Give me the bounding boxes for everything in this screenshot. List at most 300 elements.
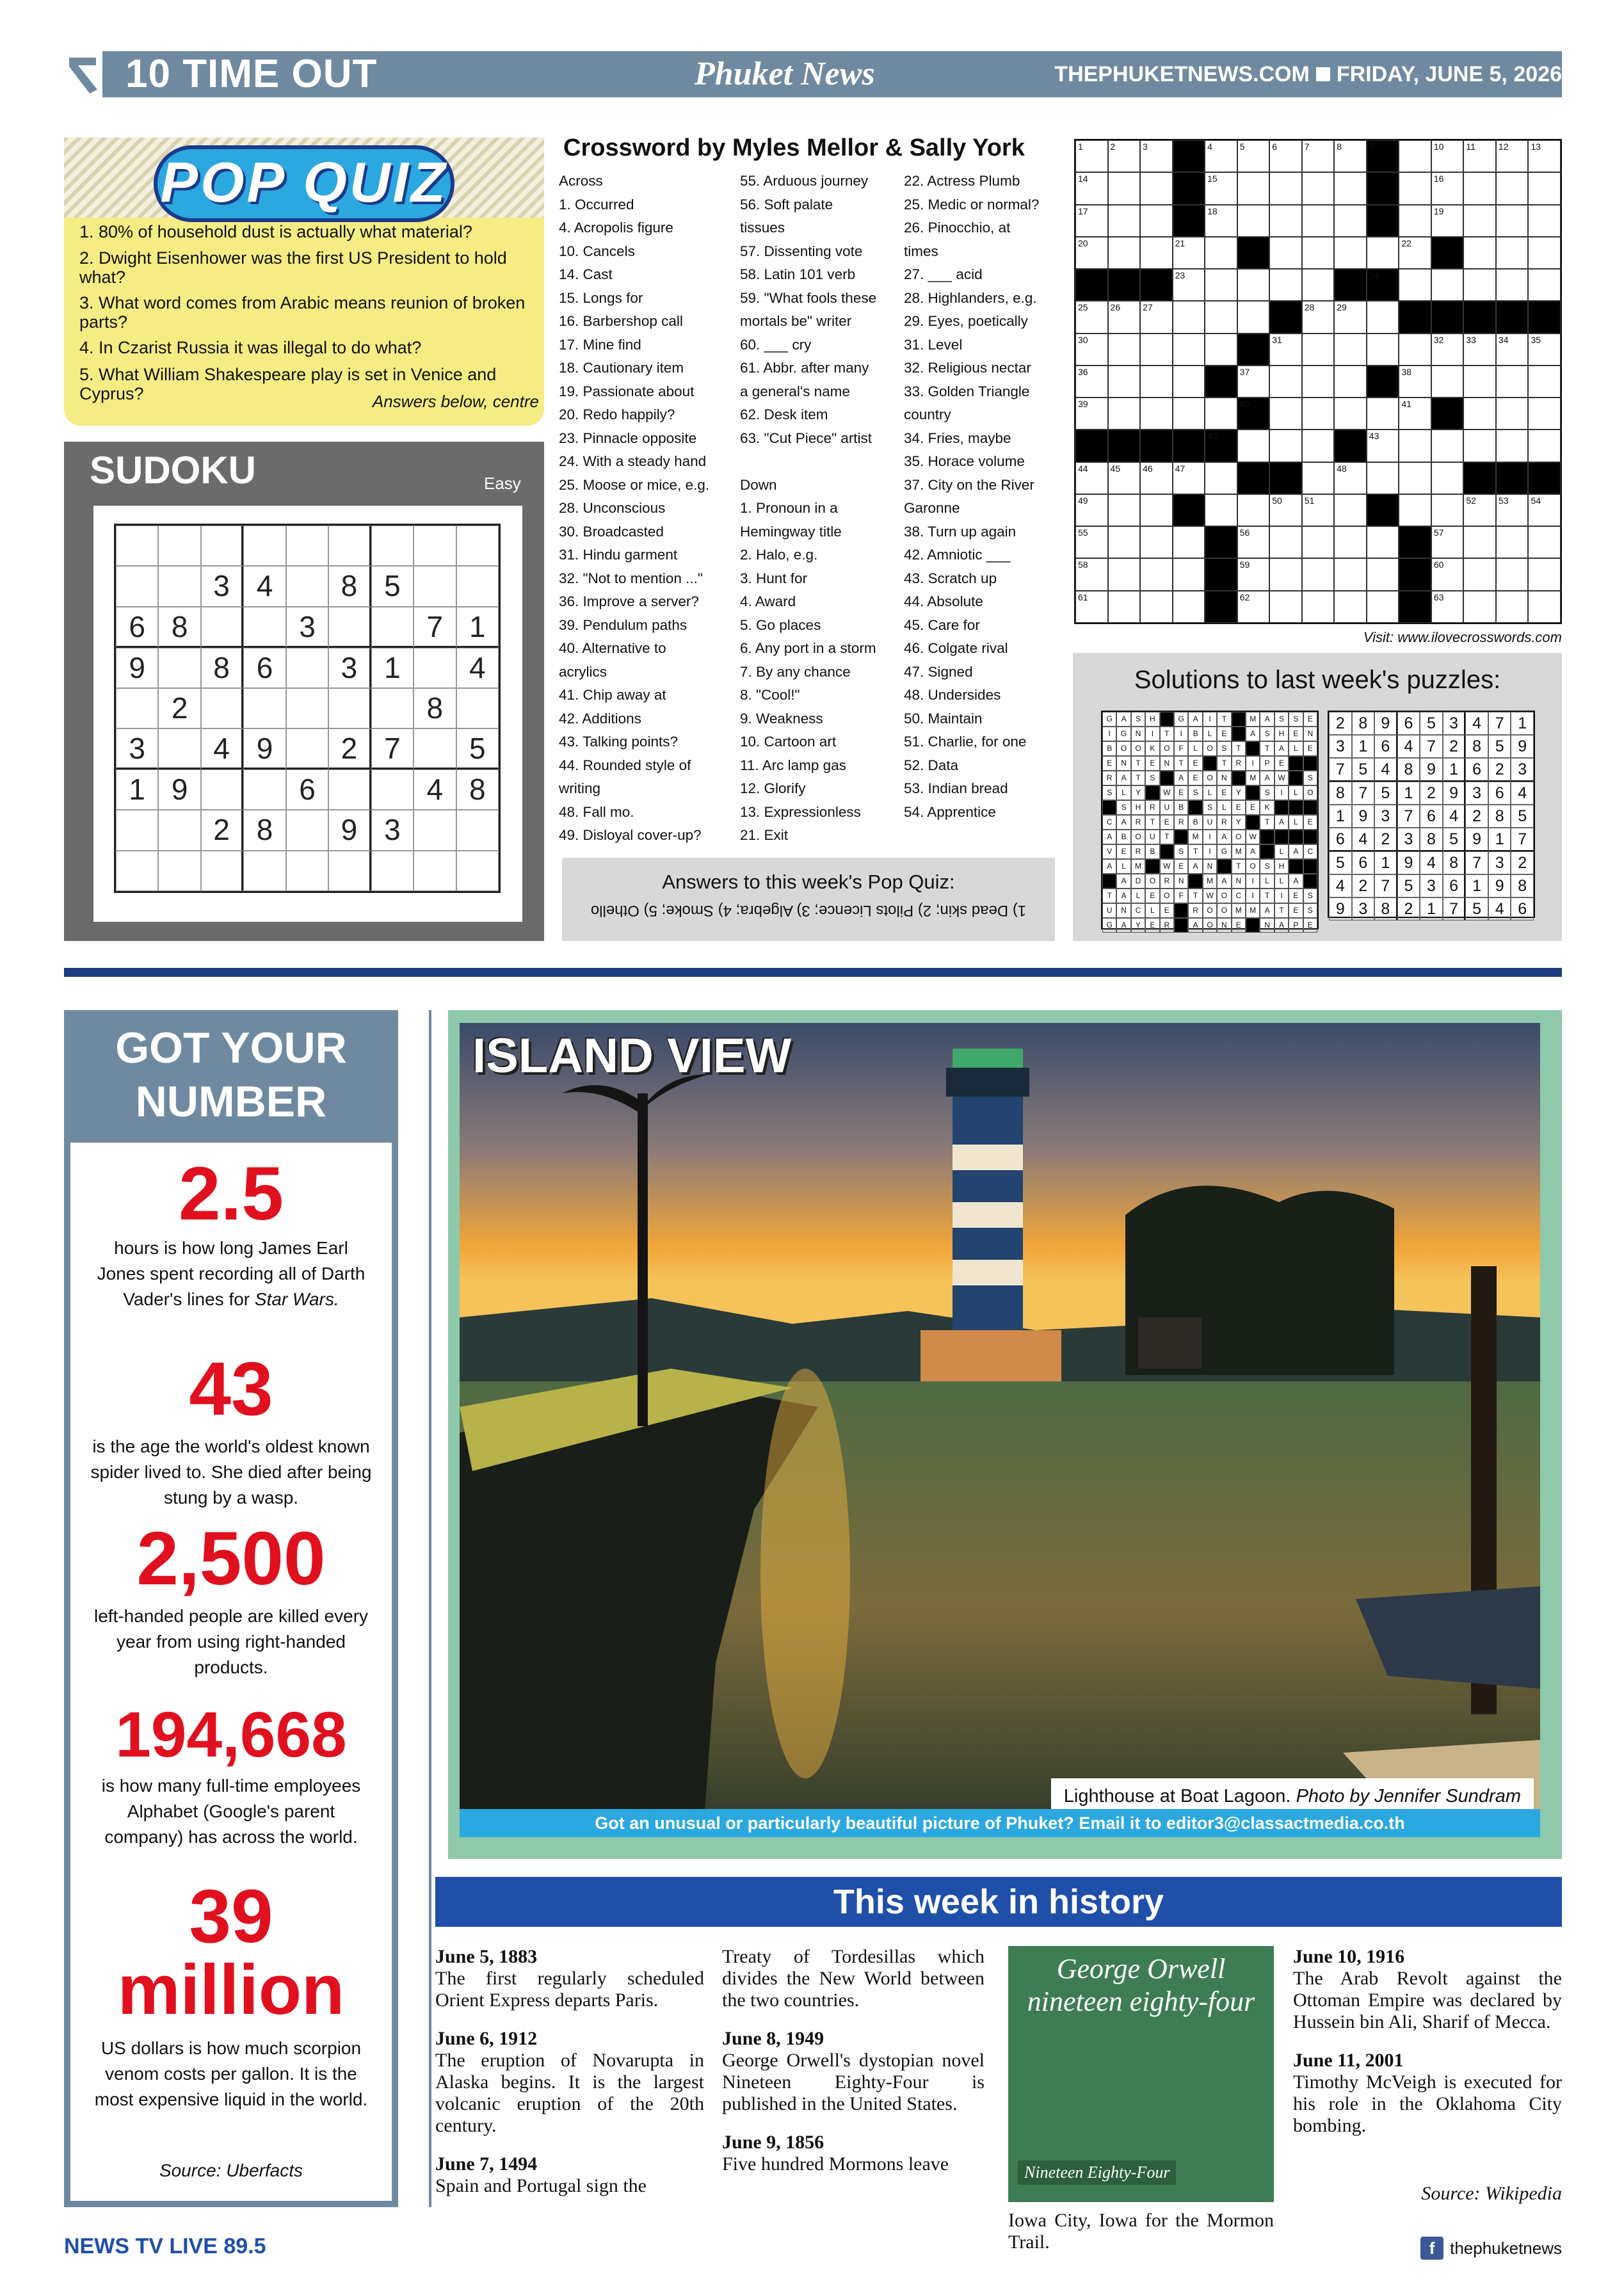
crossword-cell[interactable] xyxy=(1334,430,1367,462)
crossword-cell[interactable] xyxy=(1108,526,1141,558)
crossword-cell[interactable] xyxy=(1496,301,1529,333)
crossword-cell[interactable] xyxy=(1399,366,1431,398)
crossword-cell[interactable] xyxy=(1237,140,1270,172)
solution-cell: S xyxy=(1188,785,1202,800)
crossword-cell[interactable] xyxy=(1334,526,1367,558)
crossword-cell[interactable] xyxy=(1302,140,1335,172)
crossword-cell[interactable] xyxy=(1367,430,1399,462)
crossword-cell[interactable] xyxy=(1205,366,1237,398)
crossword-cell[interactable] xyxy=(1431,430,1464,462)
crossword-cell[interactable] xyxy=(1302,301,1335,333)
crossword-cell[interactable] xyxy=(1302,398,1335,430)
crossword-cell[interactable] xyxy=(1431,269,1464,301)
crossword-cell[interactable] xyxy=(1399,462,1431,494)
solution-cell: B xyxy=(1102,741,1116,756)
solution-cell: I xyxy=(1274,889,1289,903)
crossword-cell[interactable] xyxy=(1334,591,1367,623)
crossword-cell[interactable] xyxy=(1108,301,1141,333)
crossword-cell[interactable] xyxy=(1173,205,1205,237)
crossword-cell[interactable] xyxy=(1528,494,1561,526)
clue-number: 5 xyxy=(1239,141,1245,152)
crossword-cell[interactable] xyxy=(1367,237,1399,269)
sudoku-cell xyxy=(116,566,158,606)
crossword-cell[interactable] xyxy=(1140,430,1173,462)
solution-cell: S xyxy=(1303,771,1317,785)
crossword-cell[interactable] xyxy=(1334,558,1367,590)
solution-cell: 7 xyxy=(1443,897,1466,921)
crossword-cell[interactable] xyxy=(1431,494,1464,526)
clue-column-3 xyxy=(904,170,1039,824)
solution-cell: O xyxy=(1116,741,1130,756)
crossword-cell[interactable] xyxy=(1205,430,1237,462)
crossword-cell[interactable] xyxy=(1237,398,1270,430)
crossword-cell[interactable] xyxy=(1302,462,1335,494)
crossword-cell[interactable] xyxy=(1205,140,1237,172)
crossword-cell[interactable] xyxy=(1399,494,1431,526)
crossword-grid xyxy=(1074,139,1562,624)
crossword-cell[interactable] xyxy=(1463,398,1496,430)
got-your-number-title xyxy=(64,1021,398,1129)
crossword-cell[interactable] xyxy=(1431,205,1464,237)
crossword-cell[interactable] xyxy=(1173,140,1205,172)
crossword-cell[interactable] xyxy=(1528,526,1561,558)
crossword-cell[interactable] xyxy=(1334,494,1367,526)
crossword-cell[interactable] xyxy=(1528,205,1561,237)
crossword-cell[interactable] xyxy=(1237,526,1270,558)
crossword-cell[interactable] xyxy=(1431,301,1464,333)
clue-number: 10 xyxy=(1433,141,1444,152)
crossword-cell[interactable] xyxy=(1302,494,1335,526)
solution-cell: L xyxy=(1203,727,1217,741)
crossword-cell[interactable] xyxy=(1075,558,1108,590)
crossword-cell[interactable] xyxy=(1108,172,1141,204)
solution-cell: 8 xyxy=(1488,805,1511,828)
crossword-cell[interactable] xyxy=(1302,558,1335,590)
crossword-cell[interactable] xyxy=(1399,301,1431,333)
crossword-cell[interactable] xyxy=(1399,140,1431,172)
crossword-cell[interactable] xyxy=(1463,269,1496,301)
crossword-cell[interactable] xyxy=(1108,237,1141,269)
crossword-cell[interactable] xyxy=(1431,334,1464,366)
crossword-cell[interactable] xyxy=(1237,462,1270,494)
crossword-cell[interactable] xyxy=(1302,591,1335,623)
crossword-cell[interactable] xyxy=(1269,494,1302,526)
crossword-cell[interactable] xyxy=(1463,558,1496,590)
section-corner-icon xyxy=(64,51,106,97)
solution-cell: A xyxy=(1174,771,1188,785)
crossword-cell[interactable] xyxy=(1431,591,1464,623)
crossword-cell[interactable] xyxy=(1140,334,1173,366)
crossword-cell[interactable] xyxy=(1496,366,1529,398)
crossword-cell[interactable] xyxy=(1528,398,1561,430)
crossword-cell[interactable] xyxy=(1205,205,1237,237)
facebook-handle[interactable]: thephuketnews xyxy=(1450,2238,1562,2258)
crossword-cell[interactable] xyxy=(1496,237,1529,269)
crossword-cell[interactable] xyxy=(1140,205,1173,237)
solution-cell: B xyxy=(1145,844,1159,859)
crossword-cell[interactable] xyxy=(1237,366,1270,398)
crossword-cell[interactable] xyxy=(1205,237,1237,269)
crossword-cell[interactable] xyxy=(1205,558,1237,590)
history-text: Spain and Portugal sign the xyxy=(435,2175,647,2196)
crossword-cell[interactable] xyxy=(1269,237,1302,269)
crossword-cell[interactable] xyxy=(1173,494,1205,526)
crossword-cell[interactable] xyxy=(1496,526,1529,558)
crossword-cell[interactable] xyxy=(1075,398,1108,430)
pop-quiz-answers-title: Answers to this week's Pop Quiz: xyxy=(662,871,955,893)
crossword-cell[interactable] xyxy=(1205,269,1237,301)
crossword-cell[interactable] xyxy=(1302,237,1335,269)
crossword-cell[interactable] xyxy=(1237,237,1270,269)
crossword-cell[interactable] xyxy=(1075,462,1108,494)
crossword-cell[interactable] xyxy=(1463,334,1496,366)
crossword-cell[interactable] xyxy=(1205,398,1237,430)
solution-cell: M xyxy=(1246,903,1260,918)
solution-cell: O xyxy=(1131,830,1145,844)
crossword-cell[interactable] xyxy=(1075,334,1108,366)
crossword-cell[interactable] xyxy=(1140,398,1173,430)
crossword-cell[interactable] xyxy=(1302,205,1335,237)
crossword-cell[interactable] xyxy=(1205,526,1237,558)
crossword-cell[interactable] xyxy=(1496,398,1529,430)
crossword-cell[interactable] xyxy=(1269,591,1302,623)
sudoku-cell xyxy=(158,526,200,566)
crossword-cell[interactable] xyxy=(1431,398,1464,430)
crossword-cell[interactable] xyxy=(1173,334,1205,366)
crossword-cell[interactable] xyxy=(1108,269,1141,301)
crossword-cell[interactable] xyxy=(1140,301,1173,333)
crossword-cell[interactable] xyxy=(1334,301,1367,333)
crossword-cell[interactable] xyxy=(1269,398,1302,430)
crossword-cell[interactable] xyxy=(1496,140,1529,172)
crossword-cell[interactable] xyxy=(1528,301,1561,333)
crossword-cell[interactable] xyxy=(1075,140,1108,172)
crossword-cell[interactable] xyxy=(1237,430,1270,462)
crossword-cell[interactable] xyxy=(1528,430,1561,462)
crossword-cell[interactable] xyxy=(1528,558,1561,590)
crossword-cell[interactable] xyxy=(1463,526,1496,558)
sudoku-cell xyxy=(158,810,200,850)
crossword-cell[interactable] xyxy=(1463,591,1496,623)
crossword-cell[interactable] xyxy=(1075,526,1108,558)
solution-cell: 7 xyxy=(1511,828,1534,851)
page-section-title: 10 TIME OUT xyxy=(125,52,378,96)
clue-line: 35. Horace volume xyxy=(904,453,1025,469)
crossword-cell[interactable] xyxy=(1205,172,1237,204)
crossword-cell[interactable] xyxy=(1399,558,1431,590)
crossword-cell[interactable] xyxy=(1075,430,1108,462)
sudoku-cell: 3 xyxy=(371,810,414,850)
crossword-cell[interactable] xyxy=(1399,172,1431,204)
crossword-cell[interactable] xyxy=(1528,591,1561,623)
crossword-cell[interactable] xyxy=(1140,494,1173,526)
crossword-cell[interactable] xyxy=(1496,172,1529,204)
crossword-cell[interactable] xyxy=(1528,269,1561,301)
crossword-cell[interactable] xyxy=(1108,366,1141,398)
crossword-cell[interactable] xyxy=(1334,398,1367,430)
solution-cell: 4 xyxy=(1374,758,1397,782)
sudoku-cell xyxy=(243,851,285,891)
crossword-cell[interactable] xyxy=(1140,462,1173,494)
crossword-cell[interactable] xyxy=(1496,462,1529,494)
crossword-cell[interactable] xyxy=(1205,494,1237,526)
crossword-cell[interactable] xyxy=(1528,462,1561,494)
island-view-title: ISLAND VIEW xyxy=(472,1029,792,1083)
solution-cell: 8 xyxy=(1352,712,1375,735)
crossword-cell[interactable] xyxy=(1528,140,1561,172)
crossword-cell[interactable] xyxy=(1334,462,1367,494)
crossword-cell[interactable] xyxy=(1463,237,1496,269)
crossword-cell[interactable] xyxy=(1496,430,1529,462)
sudoku-cell: 3 xyxy=(201,566,243,606)
crossword-cell[interactable] xyxy=(1496,269,1529,301)
clue-number: 21 xyxy=(1175,237,1186,248)
clue-number: 24 xyxy=(1369,270,1379,281)
solution-cell: 7 xyxy=(1329,758,1352,782)
crossword-cell[interactable] xyxy=(1237,269,1270,301)
crossword-cell[interactable] xyxy=(1463,462,1496,494)
solution-cell: 9 xyxy=(1443,782,1466,805)
solution-cell: E xyxy=(1188,756,1202,771)
solution-cell: O xyxy=(1203,903,1217,918)
solution-cell: L xyxy=(1188,741,1202,756)
crossword-cell[interactable] xyxy=(1399,430,1431,462)
clue-line: 5. Go places xyxy=(740,616,821,633)
crossword-cell[interactable] xyxy=(1075,591,1108,623)
crossword-cell[interactable] xyxy=(1367,140,1399,172)
crossword-cell[interactable] xyxy=(1173,301,1205,333)
crossword-cell[interactable] xyxy=(1075,301,1108,333)
crossword-cell[interactable] xyxy=(1367,462,1399,494)
crossword-cell[interactable] xyxy=(1269,301,1302,333)
crossword-cell[interactable] xyxy=(1367,205,1399,237)
crossword-cell[interactable] xyxy=(1399,526,1431,558)
crossword-cell[interactable] xyxy=(1367,398,1399,430)
crossword-cell[interactable] xyxy=(1075,366,1108,398)
solution-cell: M xyxy=(1131,859,1145,874)
crossword-cell[interactable] xyxy=(1173,526,1205,558)
crossword-cell[interactable] xyxy=(1269,140,1302,172)
crossword-cell[interactable] xyxy=(1431,172,1464,204)
crossword-cell[interactable] xyxy=(1367,269,1399,301)
crossword-cell[interactable] xyxy=(1367,591,1399,623)
solution-cell: 7 xyxy=(1374,874,1397,897)
crossword-cell[interactable] xyxy=(1269,269,1302,301)
crossword-cell[interactable] xyxy=(1367,494,1399,526)
crossword-cell[interactable] xyxy=(1140,526,1173,558)
crossword-cell[interactable] xyxy=(1496,334,1529,366)
crossword-cell[interactable] xyxy=(1399,334,1431,366)
crossword-cell[interactable] xyxy=(1237,494,1270,526)
crossword-cell[interactable] xyxy=(1302,526,1335,558)
crossword-cell[interactable] xyxy=(1075,172,1108,204)
crossword-cell[interactable] xyxy=(1367,301,1399,333)
crossword-cell[interactable] xyxy=(1367,526,1399,558)
crossword-cell[interactable] xyxy=(1334,366,1367,398)
history-text: The eruption of Novarupta in Alaska begins. It is the largest volcanic eruption of the 20th century. xyxy=(435,2050,704,2136)
crossword-cell[interactable] xyxy=(1237,334,1270,366)
solution-cell: 2 xyxy=(1374,828,1397,851)
crossword-cell[interactable] xyxy=(1108,558,1141,590)
solution-cell xyxy=(1102,874,1116,889)
crossword-cell[interactable] xyxy=(1463,301,1496,333)
crossword-cell[interactable] xyxy=(1431,237,1464,269)
crossword-cell[interactable] xyxy=(1140,366,1173,398)
crossword-cell[interactable] xyxy=(1367,558,1399,590)
solution-cell: A xyxy=(1260,903,1274,918)
crossword-cell[interactable] xyxy=(1496,494,1529,526)
crossword-cell[interactable] xyxy=(1173,366,1205,398)
solution-cell: A xyxy=(1188,712,1202,727)
crossword-cell[interactable] xyxy=(1237,301,1270,333)
crossword-cell[interactable] xyxy=(1173,237,1205,269)
crossword-cell[interactable] xyxy=(1302,334,1335,366)
crossword-cell[interactable] xyxy=(1399,591,1431,623)
clue-line: 28. Unconscious xyxy=(559,500,666,516)
crossword-cell[interactable] xyxy=(1302,172,1335,204)
crossword-cell[interactable] xyxy=(1463,140,1496,172)
solution-cell xyxy=(1217,859,1231,874)
solution-cell: A xyxy=(1116,889,1130,903)
solution-cell: F xyxy=(1174,889,1188,903)
crossword-cell[interactable] xyxy=(1108,205,1141,237)
solution-cell: A xyxy=(1289,844,1303,859)
site-url: THEPHUKETNEWS.COM xyxy=(1054,62,1310,86)
crossword-cell[interactable] xyxy=(1496,205,1529,237)
crossword-cell[interactable] xyxy=(1528,172,1561,204)
crossword-cell[interactable] xyxy=(1367,334,1399,366)
crossword-cell[interactable] xyxy=(1237,558,1270,590)
crossword-cell[interactable] xyxy=(1334,140,1367,172)
crossword-cell[interactable] xyxy=(1269,526,1302,558)
crossword-cell[interactable] xyxy=(1302,269,1335,301)
crossword-cell[interactable] xyxy=(1173,430,1205,462)
facebook-icon[interactable]: f xyxy=(1420,2237,1443,2260)
solution-cell: L xyxy=(1145,903,1159,918)
crossword-cell[interactable] xyxy=(1496,591,1529,623)
crossword-cell[interactable] xyxy=(1463,494,1496,526)
crossword-cell[interactable] xyxy=(1173,398,1205,430)
crossword-cell[interactable] xyxy=(1140,172,1173,204)
crossword-cell[interactable] xyxy=(1367,172,1399,204)
crossword-cell[interactable] xyxy=(1431,140,1464,172)
crossword-cell[interactable] xyxy=(1108,494,1141,526)
crossword-cell[interactable] xyxy=(1108,591,1141,623)
crossword-cell[interactable] xyxy=(1075,205,1108,237)
crossword-cell[interactable] xyxy=(1431,366,1464,398)
crossword-cell[interactable] xyxy=(1075,494,1108,526)
clue-line: 4. Acropolis figure xyxy=(559,220,673,236)
crossword-cell[interactable] xyxy=(1075,269,1108,301)
crossword-cell[interactable] xyxy=(1399,205,1431,237)
fact-number: 39 xyxy=(189,1874,273,1959)
crossword-cell[interactable] xyxy=(1173,462,1205,494)
crossword-cell[interactable] xyxy=(1399,398,1431,430)
footer-social[interactable] xyxy=(1420,2237,1562,2260)
crossword-cell[interactable] xyxy=(1334,237,1367,269)
solution-cell: G xyxy=(1116,727,1130,741)
clue-number: 47 xyxy=(1175,463,1186,474)
crossword-cell[interactable] xyxy=(1237,591,1270,623)
crossword-cell[interactable] xyxy=(1205,334,1237,366)
crossword-cell[interactable] xyxy=(1269,172,1302,204)
solution-cell: 7 xyxy=(1352,782,1375,805)
solutions-title: Solutions to last week's puzzles: xyxy=(1134,666,1501,694)
crossword-cell[interactable] xyxy=(1269,430,1302,462)
crossword-cell[interactable] xyxy=(1528,237,1561,269)
crossword-cell[interactable] xyxy=(1269,334,1302,366)
solution-cell: H xyxy=(1131,800,1145,815)
crossword-cell[interactable] xyxy=(1108,398,1141,430)
crossword-cell[interactable] xyxy=(1173,558,1205,590)
crossword-cell[interactable] xyxy=(1334,269,1367,301)
crossword-cell[interactable] xyxy=(1463,430,1496,462)
crossword-cell[interactable] xyxy=(1367,366,1399,398)
crossword-cell[interactable] xyxy=(1140,237,1173,269)
crossword-cell[interactable] xyxy=(1140,558,1173,590)
crossword-cell[interactable] xyxy=(1173,172,1205,204)
crossword-cell[interactable] xyxy=(1399,237,1431,269)
crossword-cell[interactable] xyxy=(1463,366,1496,398)
crossword-cell[interactable] xyxy=(1334,205,1367,237)
crossword-cell[interactable] xyxy=(1173,269,1205,301)
crossword-cell[interactable] xyxy=(1528,334,1561,366)
fact-text: is how many full-time employees Alphabet (Google's parent company) has across the world. xyxy=(101,1776,361,1847)
crossword-cell[interactable] xyxy=(1140,269,1173,301)
crossword-cell[interactable] xyxy=(1463,205,1496,237)
crossword-cell[interactable] xyxy=(1496,558,1529,590)
crossword-cell[interactable] xyxy=(1237,172,1270,204)
crossword-cell[interactable] xyxy=(1205,301,1237,333)
crossword-cell[interactable] xyxy=(1237,205,1270,237)
crossword-cell[interactable] xyxy=(1302,366,1335,398)
sudoku-cell xyxy=(286,851,328,891)
crossword-cell[interactable] xyxy=(1269,366,1302,398)
clue-number: 33 xyxy=(1466,334,1476,345)
crossword-cell[interactable] xyxy=(1075,237,1108,269)
clue-number: 19 xyxy=(1433,205,1444,216)
crossword-cell[interactable] xyxy=(1463,172,1496,204)
crossword-cell[interactable] xyxy=(1269,205,1302,237)
crossword-cell[interactable] xyxy=(1205,591,1237,623)
clue-line: 48. Undersides xyxy=(904,687,1001,703)
solution-cell: L xyxy=(1260,874,1274,889)
clue-line: tissues xyxy=(740,220,785,236)
clue-number: 36 xyxy=(1078,366,1088,377)
crossword-cell[interactable] xyxy=(1431,558,1464,590)
crossword-cell[interactable] xyxy=(1302,430,1335,462)
solution-cell: W xyxy=(1160,785,1174,800)
crossword-cell[interactable] xyxy=(1140,591,1173,623)
crossword-cell[interactable] xyxy=(1431,462,1464,494)
crossword-cell[interactable] xyxy=(1528,366,1561,398)
crossword-cell[interactable] xyxy=(1108,334,1141,366)
crossword-cell[interactable] xyxy=(1334,172,1367,204)
crossword-cell[interactable] xyxy=(1269,558,1302,590)
crossword-cell[interactable] xyxy=(1399,269,1431,301)
solution-cell: 9 xyxy=(1488,874,1511,897)
crossword-cell[interactable] xyxy=(1140,140,1173,172)
crossword-cell[interactable] xyxy=(1334,334,1367,366)
clue-line: Hemingway title xyxy=(740,523,842,540)
crossword-cell[interactable] xyxy=(1108,430,1141,462)
crossword-cell[interactable] xyxy=(1269,462,1302,494)
crossword-cell[interactable] xyxy=(1431,526,1464,558)
crossword-cell[interactable] xyxy=(1108,140,1141,172)
crossword-cell[interactable] xyxy=(1108,462,1141,494)
crossword-cell[interactable] xyxy=(1173,591,1205,623)
crossword-cell[interactable] xyxy=(1205,462,1237,494)
